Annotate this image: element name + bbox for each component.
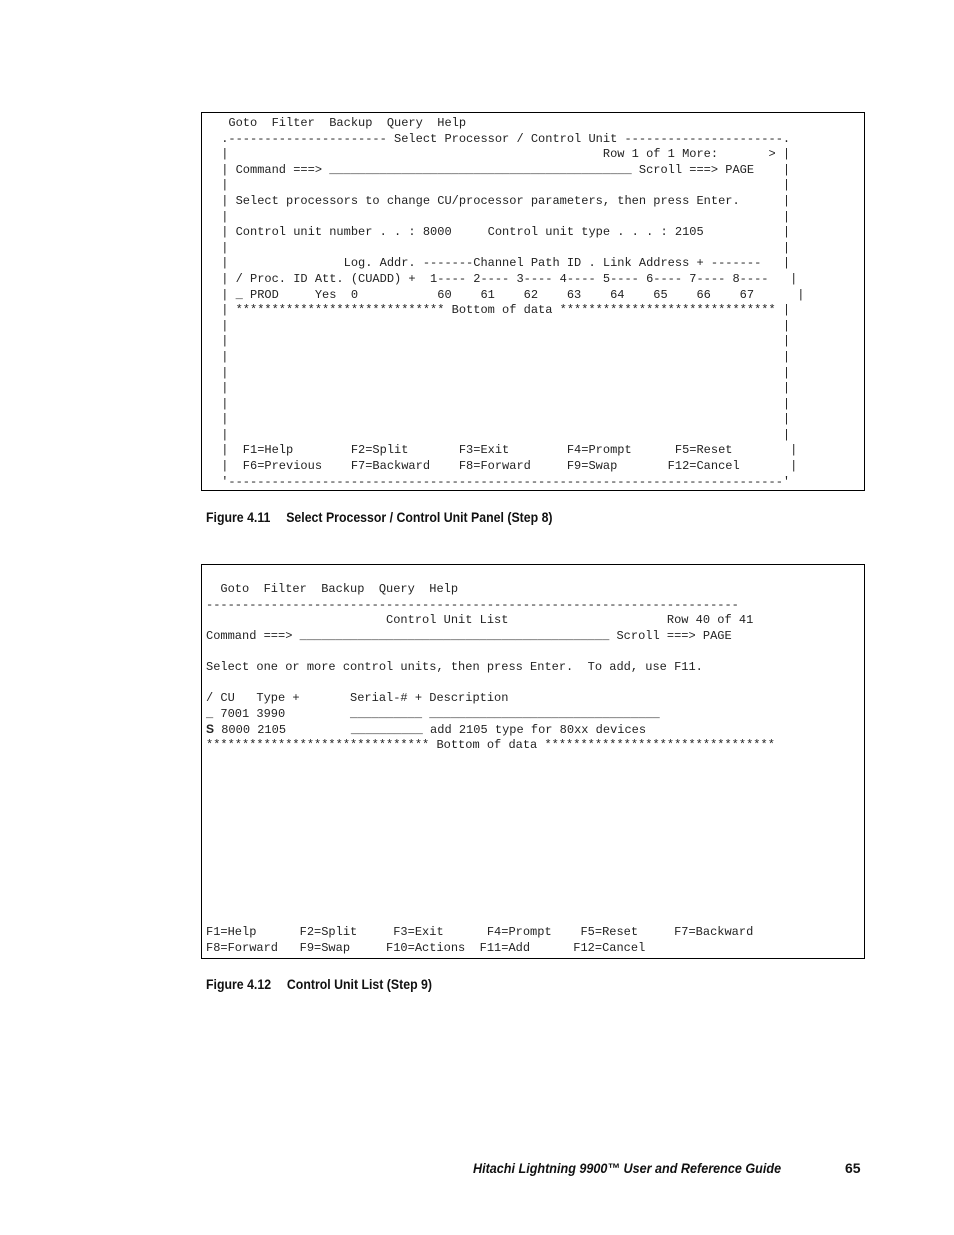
terminal-line: | | [214, 318, 791, 333]
figure-caption-4-11 [206, 509, 553, 525]
figure-title: Control Unit List (Step 9) [286, 976, 432, 992]
footer-page-number: 65 [845, 1160, 861, 1176]
terminal-line: | | [214, 396, 791, 411]
terminal-line: | | [214, 209, 791, 224]
terminal-line [206, 847, 775, 863]
figure-title: Select Processor / Control Unit Panel (Step 8) [286, 509, 553, 525]
terminal-line: | | [214, 178, 791, 193]
terminal-line [206, 769, 775, 785]
terminal-line: | Select processors to change CU/processor parameters, then press Enter. | [214, 193, 791, 208]
figure-number: Figure 4.11 [206, 509, 271, 525]
terminal-line: | Command ===> __________________________________________ Scroll ===> PAGE | [214, 162, 791, 177]
terminal-line: Command ===> ___________________________________________ Scroll ===> PAGE [206, 628, 732, 643]
terminal-line: | | [214, 412, 791, 427]
selected-row-text: 8000 2105 __________ add 2105 type for 80xx devices [214, 723, 647, 738]
terminal-line: Goto Filter Backup Query Help [206, 582, 459, 596]
terminal-line: | Control unit number . . : 8000 Control unit type . . . : 2105 | [214, 225, 791, 240]
terminal-line [206, 878, 775, 894]
terminal-line [206, 863, 775, 879]
terminal-line [206, 894, 775, 910]
terminal-line: | F6=Previous F7=Backward F8=Forward F9=Swap F12=Cancel | [214, 459, 798, 474]
footer-guide-title: Hitachi Lightning 9900™ User and Reference Guide [473, 1160, 782, 1176]
terminal-line: F8=Forward F9=Swap F10=Actions F11=Add F12=Cancel [206, 940, 646, 955]
terminal-line: '-----------------------------------------------------------------------------' [214, 474, 791, 489]
terminal-line: | _ PROD Yes 0 60 61 62 63 64 65 66 67 | [214, 287, 805, 302]
terminal-line [206, 785, 775, 801]
terminal-line: Select one or more control units, then press Enter. To add, use F11. [206, 659, 703, 674]
terminal-text-control-unit-list [206, 582, 775, 956]
figure-number: Figure 4.12 [206, 976, 272, 992]
terminal-line: | / Proc. ID Att. (CUADD) + 1---- 2---- 3---- 4---- 5---- 6---- 7---- 8---- | [214, 271, 798, 286]
terminal-line: | | [214, 334, 791, 349]
terminal-line: .---------------------- Select Processor / Control Unit ----------------------. [214, 131, 791, 146]
terminal-line: | ***************************** Bottom of data ****************************** | [214, 303, 791, 318]
terminal-line: Control Unit List Row 40 of 41 [206, 613, 754, 628]
terminal-line [206, 754, 775, 770]
terminal-line [206, 832, 775, 848]
terminal-text-select-processor [214, 116, 805, 490]
terminal-line: | Log. Addr. -------Channel Path ID . Link Address + ------- | [214, 256, 791, 271]
terminal-line: | | [214, 240, 791, 255]
terminal-line [206, 816, 775, 832]
terminal-line: | | [214, 349, 791, 364]
terminal-line [206, 909, 775, 925]
terminal-line: | F1=Help F2=Split F3=Exit F4=Prompt F5=Reset | [214, 443, 798, 458]
terminal-line: Goto Filter Backup Query Help [214, 116, 467, 130]
terminal-screen-select-processor [201, 112, 865, 491]
terminal-line: | | [214, 365, 791, 380]
terminal-line [206, 800, 775, 816]
terminal-line: | Row 1 of 1 More: > | [214, 147, 791, 162]
terminal-line: / CU Type + Serial-# + Description [206, 691, 509, 706]
terminal-line: _ 7001 3990 __________ ________________________________ [206, 706, 660, 721]
terminal-line: | | [214, 381, 791, 396]
selection-flag: S [206, 722, 215, 737]
terminal-line: ******************************* Bottom of data ******************************** [206, 737, 775, 752]
terminal-screen-control-unit-list [201, 564, 865, 959]
terminal-line-selected-cu [206, 722, 775, 738]
figure-caption-4-12 [206, 976, 432, 992]
terminal-line [206, 676, 775, 692]
terminal-line: | | [214, 427, 791, 442]
terminal-line: F1=Help F2=Split F3=Exit F4=Prompt F5=Reset F7=Backward [206, 925, 754, 940]
terminal-line: -------------------------------------------------------------------------- [206, 597, 739, 612]
terminal-line [206, 644, 775, 660]
